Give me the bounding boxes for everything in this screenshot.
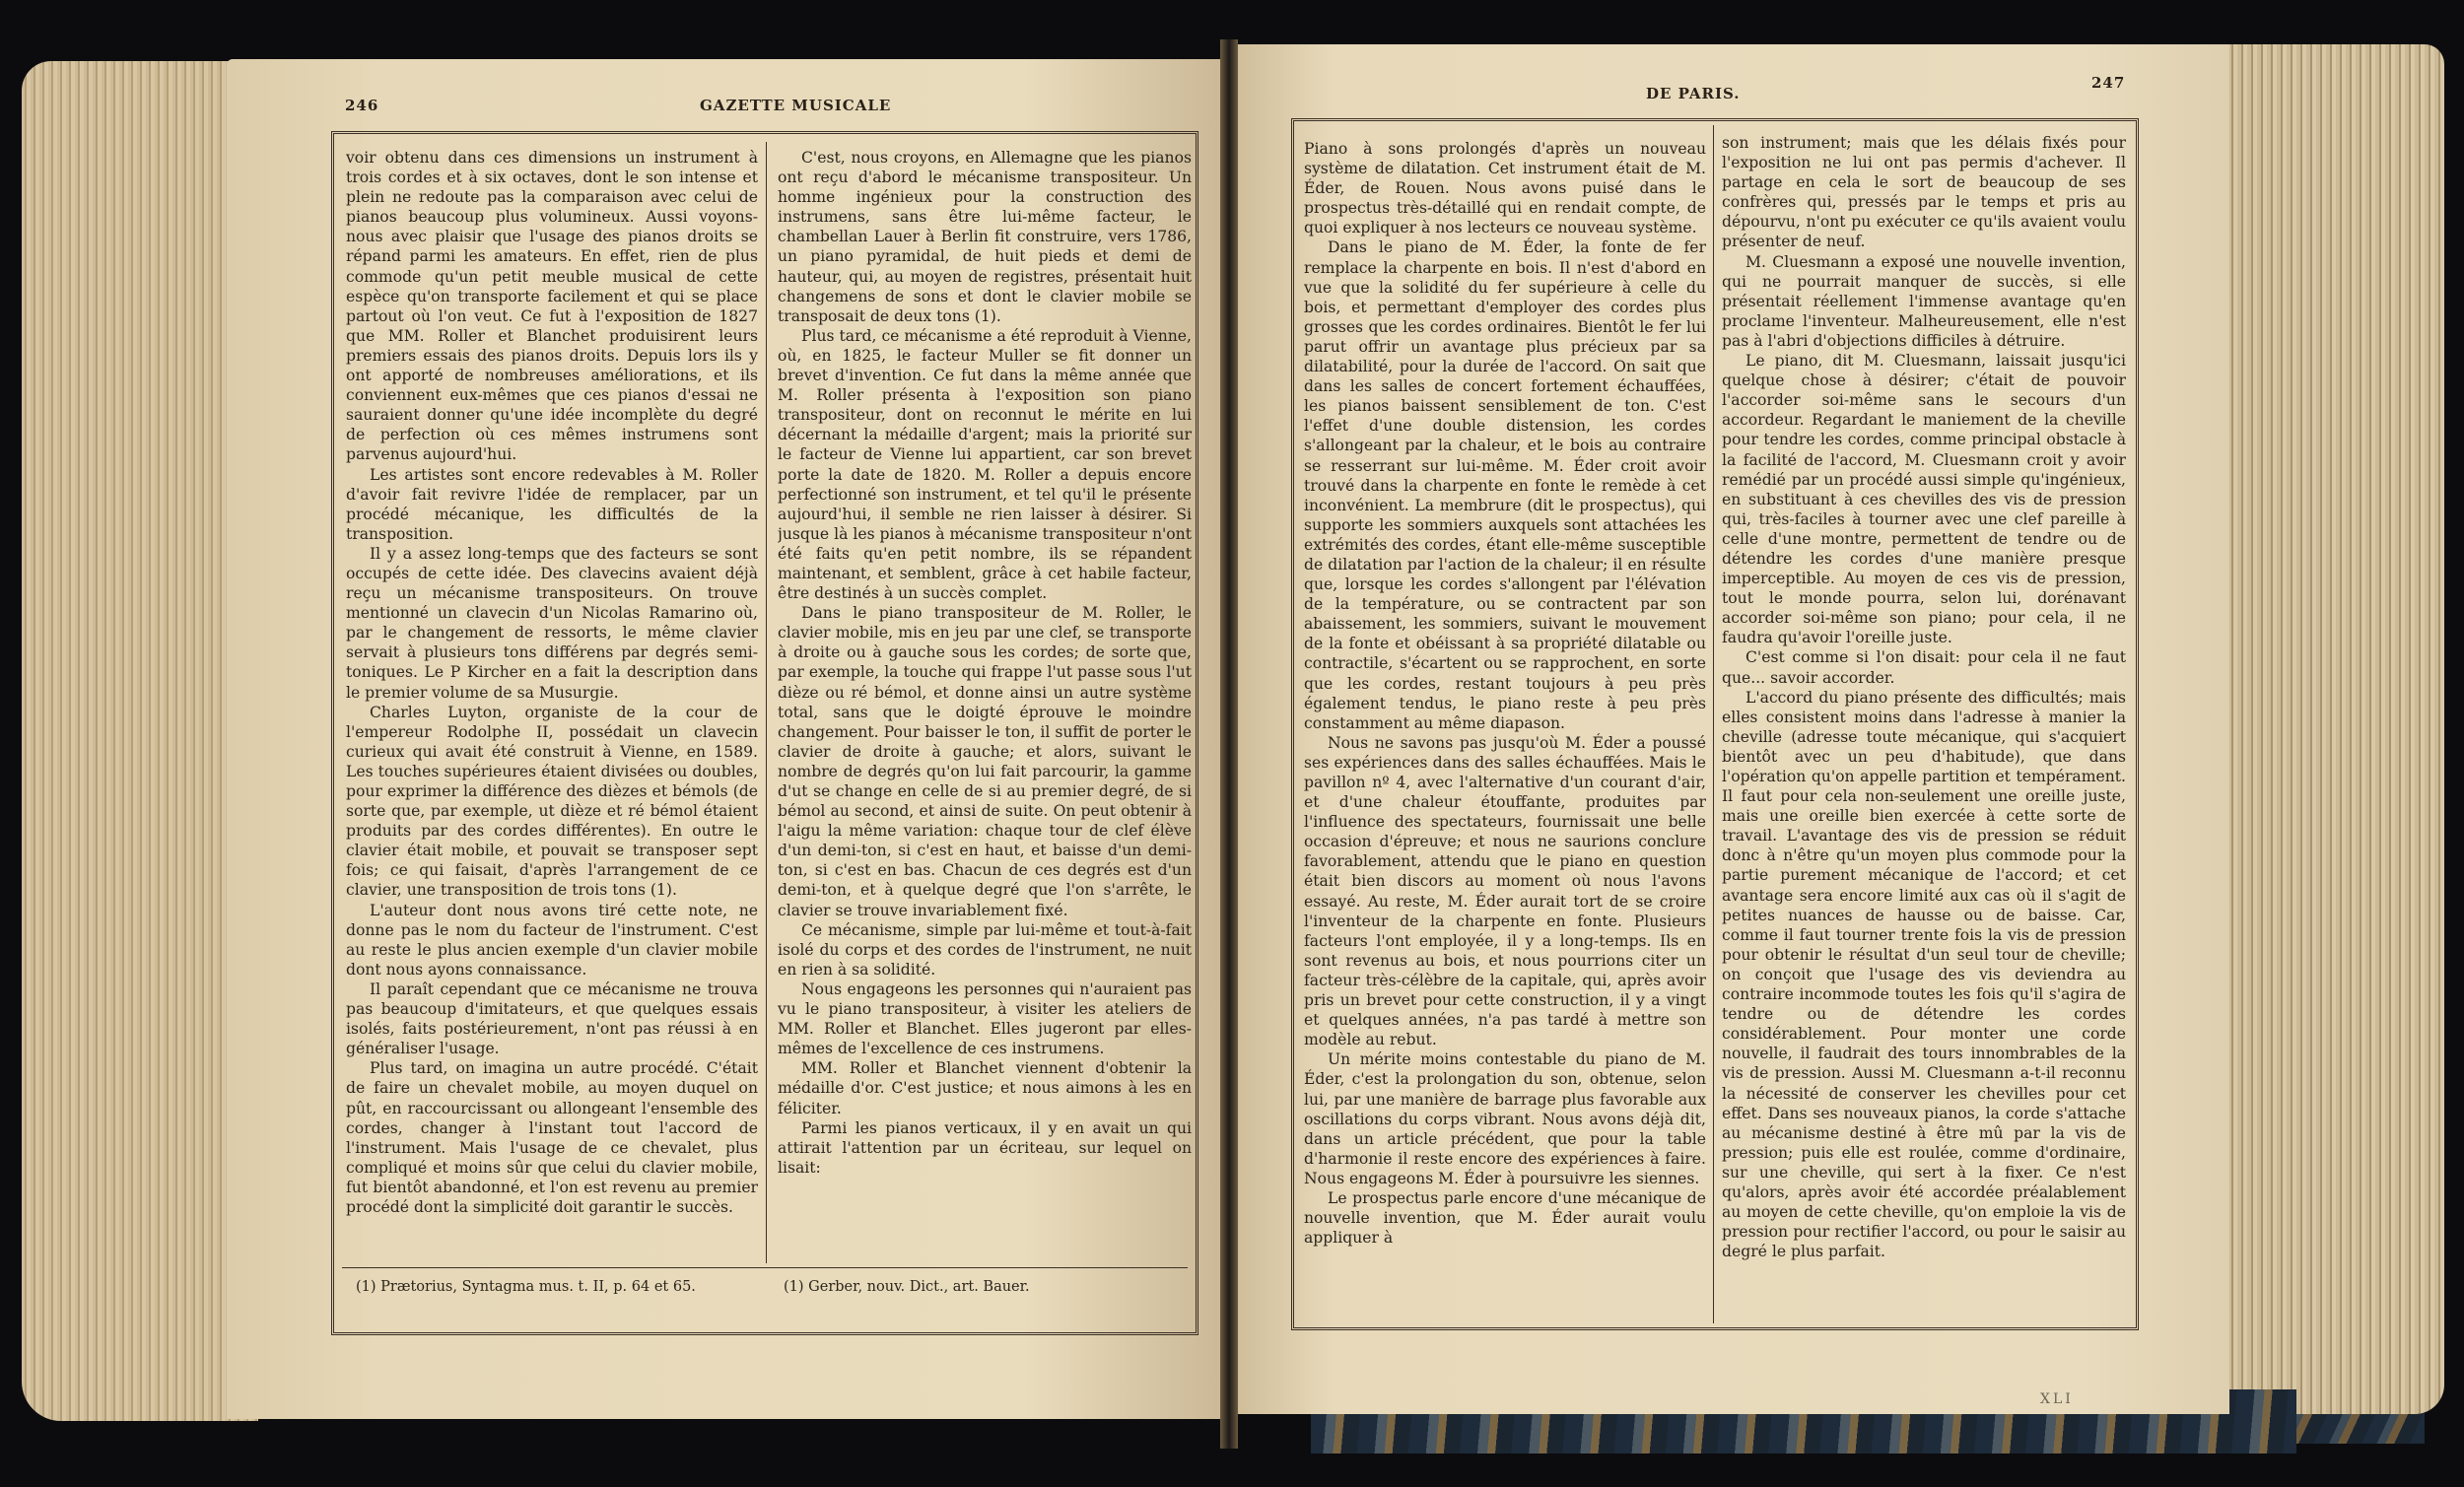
paragraph: Ce mécanisme, simple par lui-même et tout-à-fait isolé du corps et des cordes de l'instrument, ne nuit en rien à sa solidité. xyxy=(778,920,1192,979)
paragraph: Le piano, dit M. Cluesmann, laissait jusqu'ici quelque chose à désirer; c'était de pouvoir l'accorder soi-même sans le secours d'un accordeur. Regardant le maniement de la cheville pour tendre les cordes, comme principal obstacle à la facilité de l'accord, M. Cluesmann croit y avoir remédié par un procédé aussi simple qu'ingénieux, en substituant à ces chevilles des vis de pression qui, très-faciles à tourner avec une clef pareille à celle d'une montre, permettent de tendre ou de détendre les cordes d'une manière presque imperceptible. Au moyen de ces vis de pression, tout le monde pourra, selon lui, dorénavant accorder soi-même son piano; pour cela, il ne faudra qu'avoir l'oreille juste. xyxy=(1722,352,2126,647)
page-edges-right xyxy=(2218,44,2444,1414)
paragraph: Les artistes sont encore redevables à M. Roller d'avoir fait revivre l'idée de remplacer, par un procédé mécanique, les difficultés de la transposition. xyxy=(346,465,758,543)
paragraph: voir obtenu dans ces dimensions un instrument à trois cordes et à six octaves, dont le son intense et plein ne redoute pas la comparaison avec celui de pianos beaucoup plus volumineux. Aussi voyons-nous avec plaisir que l'usage des pianos droits se répand parmi les amateurs. En effet, rien de plus commode qu'un petit meuble musical de cette espèce qu'on transporte facilement et qui se place partout où l'on veut. Ce fut à l'exposition de 1827 que MM. Roller et Blanchet produisirent leurs premiers essais des pianos droits. Depuis lors ils y ont apporté de nombreuses améliorations, et ils conviennent eux-mêmes que ces pianos d'essai ne sauraient donner qu'une idée incomplète du degré de perfection où ces mêmes instrumens sont parvenus aujourd'hui. xyxy=(346,149,758,464)
right-page-number: 247 xyxy=(2091,74,2126,92)
paragraph: Plus tard, ce mécanisme a été reproduit à Vienne, où, en 1825, le facteur Muller se fit donner un brevet d'invention. Ce fut dans la même année que M. Roller présenta à l'exposition son piano transpositeur, dont on reconnut le mérite en lui décernant la médaille d'argent; mais la priorité sur le facteur de Vienne lui appartient, car son brevet porte la date de 1820. M. Roller a depuis encore perfectionné son instrument, et tel qu'il le présente aujourd'hui, il semble ne rien laisser à désirer. Si jusque là les pianos à mécanisme transpositeur n'ont été faits qu'en petit nombre, ils se répandent maintenant, et semblent, grâce à cet habile facteur, être destinés à un succès complet. xyxy=(778,326,1192,603)
paragraph: L'accord du piano présente des difficultés; mais elles consistent moins dans l'adresse à manier la cheville (adresse toute mécanique, qui s'acquiert bientôt avec un peu d'habitude), que dans l'opération qu'on appelle partition et tempérament. Il faut pour cela non-seulement une oreille juste, mais une oreille bien exercée à cette sorte de travail. L'avantage des vis de pression se réduit donc à n'être qu'un moyen plus commode pour la partie purement mécanique de l'accord; et cet avantage sera encore limité aux cas où il s'agit de petites nuances de hausse ou de baisse. Car, comme il faut tourner trente fois la vis de pression pour obtenir le résultat d'un seul tour de cheville; on conçoit que l'usage des vis deviendra au contraire incommode toutes les fois qu'il s'agira de tendre ou de détendre les cordes considérablement. Pour monter une corde nouvelle, il faudrait des tours innombrables de la vis de pression. Aussi M. Cluesmann a-t-il reconnu la nécessité de conserver les chevilles pour cet effet. Dans ses nouveaux pianos, la corde s'attache au mécanisme destiné à être mû par la vis de pression; puis elle est roulée, comme d'ordinaire, sur une cheville, qui sert à la fixer. Ce n'est qu'alors, après avoir été accordée préalablement au moyen de cette cheville, qu'on emploie la vis de pression pour rectifier l'accord, ou pour le saisir au degré le plus parfait. xyxy=(1722,688,2126,1261)
paragraph: Dans le piano transpositeur de M. Roller, le clavier mobile, mis en jeu par une clef, se transporte à droite ou à gauche sous les cordes; de sorte que, par exemple, la touche qui frappe l'ut passe sous l'ut dièze ou ré bémol, et donne ainsi un autre système total, sans que le doigté éprouve le moindre changement. Pour baisser le ton, il suffit de porter le clavier de droite à gauche; et alors, suivant le nombre de degrés qu'on lui fait parcourir, la gamme d'ut se change en celle de si au premier degré, de si bémol au second, et ainsi de suite. On peut obtenir à l'aigu la même variation: chaque tour de clef élève d'un demi-ton, si c'est en haut, et baisse d'un demi-ton, si c'est en bas. Chacun de ces degrés est d'un demi-ton, et à quelque degré que l'on s'arrête, le clavier se trouve invariablement fixé. xyxy=(778,604,1192,919)
paragraph: Piano à sons prolongés d'après un nouveau système de dilatation. Cet instrument était de M. Éder, de Rouen. Nous avons puisé dans le prospectus très-détaillé qui en rendait compte, de quoi expliquer à nos lecteurs ce nouveau système. xyxy=(1304,140,1706,237)
paragraph: son instrument; mais que les délais fixés pour l'exposition ne lui ont pas permis d'achever. Il partage en cela le sort de beaucoup de ses confrères qui, pressés par le temps et pris au dépourvu, n'ont pu exécuter ce qu'ils avaient voulu présenter de neuf. xyxy=(1722,134,2126,251)
footnote-rule xyxy=(342,1267,1188,1268)
right-column-1 xyxy=(1304,139,1706,1317)
paragraph: Le prospectus parle encore d'une mécanique de nouvelle invention, que M. Éder aurait voulu appliquer à xyxy=(1304,1188,1706,1248)
paragraph: MM. Roller et Blanchet viennent d'obtenir la médaille d'or. C'est justice; et nous aimons à les en féliciter. xyxy=(778,1059,1192,1117)
paragraph: Un mérite moins contestable du piano de M. Éder, c'est la prolongation du son, obtenue, selon lui, par une manière de barrage plus favorable aux oscillations du corps vibrant. Nous avons déjà dit, dans un article précédent, que pour la table d'harmonie il reste encore des expériences à faire. Nous engageons M. Éder à poursuivre les siennes. xyxy=(1304,1050,1706,1187)
paragraph: Dans le piano de M. Éder, la fonte de fer remplace la charpente en bois. Il n'est d'abord en vue que la solidité du fer supérieure à celle du bois, et permettant d'employer des cordes plus grosses que les cordes ordinaires. Bientôt le fer lui parut offrir un avantage plus précieux par sa dilatabilité, pour la durée de l'accord. On sait que dans les salles de concert fortement échauffées, les pianos baissent sensiblement de ton. C'est l'effet d'une double distension, les cordes s'allongeant par la chaleur, et le bois au contraire se resserrant sur lui-même. M. Éder croit avoir trouvé dans la charpente en fonte le remède à cet inconvénient. La membrure (dit le prospectus), qui supporte les sommiers auxquels sont attachées les extrémités des cordes, étant elle-même susceptible de dilatation par l'action de la chaleur; il en résulte que, lorsque les cordes s'allongent par l'élévation de la température, ou se contractent par son abaissement, les sommiers, suivant le mouvement de la fonte et obéissant à sa propriété dilatable ou contractile, s'écartent ou se rapprochent, en sorte que les cordes, restant toujours à peu près également tendus, le piano reste à peu près constamment au même diapason. xyxy=(1304,238,1706,732)
left-column-2 xyxy=(778,148,1192,1261)
footnote: (1) Gerber, nouv. Dict., art. Bauer. xyxy=(784,1279,1030,1295)
paragraph: C'est, nous croyons, en Allemagne que les pianos ont reçu d'abord le mécanisme transpositeur. Un homme ingénieux pour la construction des instrumens, sans être lui-même facteur, le chambellan Lauer à Berlin fit construire, vers 1786, un piano pyramidal, de huit pieds et demi de hauteur, qui, au moyen de registres, présentait huit changemens de sons et dont le clavier mobile se transposait de deux tons (1). xyxy=(778,149,1192,325)
footnote: (1) Prætorius, Syntagma mus. t. II, p. 64 et 65. xyxy=(356,1279,696,1295)
spine-label: XLI xyxy=(2040,1391,2074,1407)
paragraph: C'est comme si l'on disait: pour cela il ne faut que... savoir accorder. xyxy=(1722,648,2126,687)
book-gutter xyxy=(1220,39,1238,1449)
paragraph: Nous ne savons pas jusqu'où M. Éder a poussé ses expériences dans des salles échauffées. Mais le pavillon nº 4, avec l'alternative d'un courant d'air, et d'une chaleur étouffante, produites par l'influence des spectateurs, fournissait une belle occasion d'épreuve; et nous ne saurions conclure favorablement, attendu que le piano en question était bien discors au moment où nous l'avons essayé. Au reste, M. Éder aurait tort de se croire l'inventeur de la charpente en fonte. Plusieurs facteurs l'ont employée, il y a long-temps. Ils en sont revenus au bois, et nous pourrions citer un facteur très-célèbre de la capitale, qui, après avoir pris un brevet pour cette construction, il y a vingt et quelques années, n'a pas tardé à mettre son modèle au rebut. xyxy=(1304,733,1706,1049)
paragraph: M. Cluesmann a exposé une nouvelle invention, qui ne pourrait manquer de succès, si elle présentait réellement l'immense avantage qu'en proclame l'inventeur. Malheureusement, elle n'est pas à l'abri d'objections difficiles à détruire. xyxy=(1722,252,2126,350)
paragraph: Plus tard, on imagina un autre procédé. C'était de faire un chevalet mobile, au moyen duquel on pût, en raccourcissant ou allongeant l'ensemble des cordes, changer à l'instant tout l'accord de l'instrument. Mais l'usage de ce chevalet, plus compliqué et moins sûr que celui du clavier mobile, fut bientôt abandonné, et l'on est revenu au premier procédé dont la simplicité doit garantir le succès. xyxy=(346,1059,758,1216)
paragraph: L'auteur dont nous avons tiré cette note, ne donne pas le nom du facteur de l'instrument. C'est au reste le plus ancien exemple d'un clavier mobile dont nous ayons connaissance. xyxy=(346,901,758,979)
paragraph: Parmi les pianos verticaux, il y en avait un qui attirait l'attention par un écriteau, sur lequel on lisait: xyxy=(778,1118,1192,1177)
paragraph: Il y a assez long-temps que des facteurs se sont occupés de cette idée. Des clavecins avaient déjà reçu un mécanisme transpositeurs. On trouve mentionné un clavecin d'un Nicolas Ramarino où, par le changement de ressorts, le même clavier servait à plusieurs tons différens par degrés semi-toniques. Le P Kircher en a fait la description dans le premier volume de sa Musurgie. xyxy=(346,544,758,702)
left-page-number: 246 xyxy=(345,97,379,114)
page-edges-left xyxy=(22,61,258,1421)
right-text-frame xyxy=(1291,118,2139,1330)
right-column-2 xyxy=(1722,133,2126,1316)
right-running-title: DE PARIS. xyxy=(1646,85,1741,102)
paragraph: Nous engageons les personnes qui n'auraient pas vu le piano transpositeur, à visiter les ateliers de MM. Roller et Blanchet. Elles jugeront par elles-mêmes de l'excellence de ces instrumens. xyxy=(778,980,1192,1058)
left-column-1 xyxy=(346,148,758,1261)
left-running-title: GAZETTE MUSICALE xyxy=(700,97,892,114)
left-text-frame xyxy=(331,131,1198,1335)
column-rule xyxy=(1713,125,1714,1323)
paragraph: Charles Luyton, organiste de la cour de l'empereur Rodolphe II, possédait un clavecin curieux qui avait été construit à Vienne, en 1589. Les touches supérieures étaient divisées ou doubles, pour exprimer la différence des dièzes et bémols (de sorte que, par exemple, ut dièze et ré bémol étaient produits par des cordes différentes). En outre le clavier était mobile, et pouvait se transposer sept fois; ce qui faisait, d'après l'arrangement de ce clavier, une transposition de trois tons (1). xyxy=(346,703,758,900)
column-rule xyxy=(766,142,767,1263)
paragraph: Il paraît cependant que ce mécanisme ne trouva pas beaucoup d'imitateurs, et que quelques essais isolés, faits postérieurement, n'ont pas réussi à en généraliser l'usage. xyxy=(346,980,758,1058)
